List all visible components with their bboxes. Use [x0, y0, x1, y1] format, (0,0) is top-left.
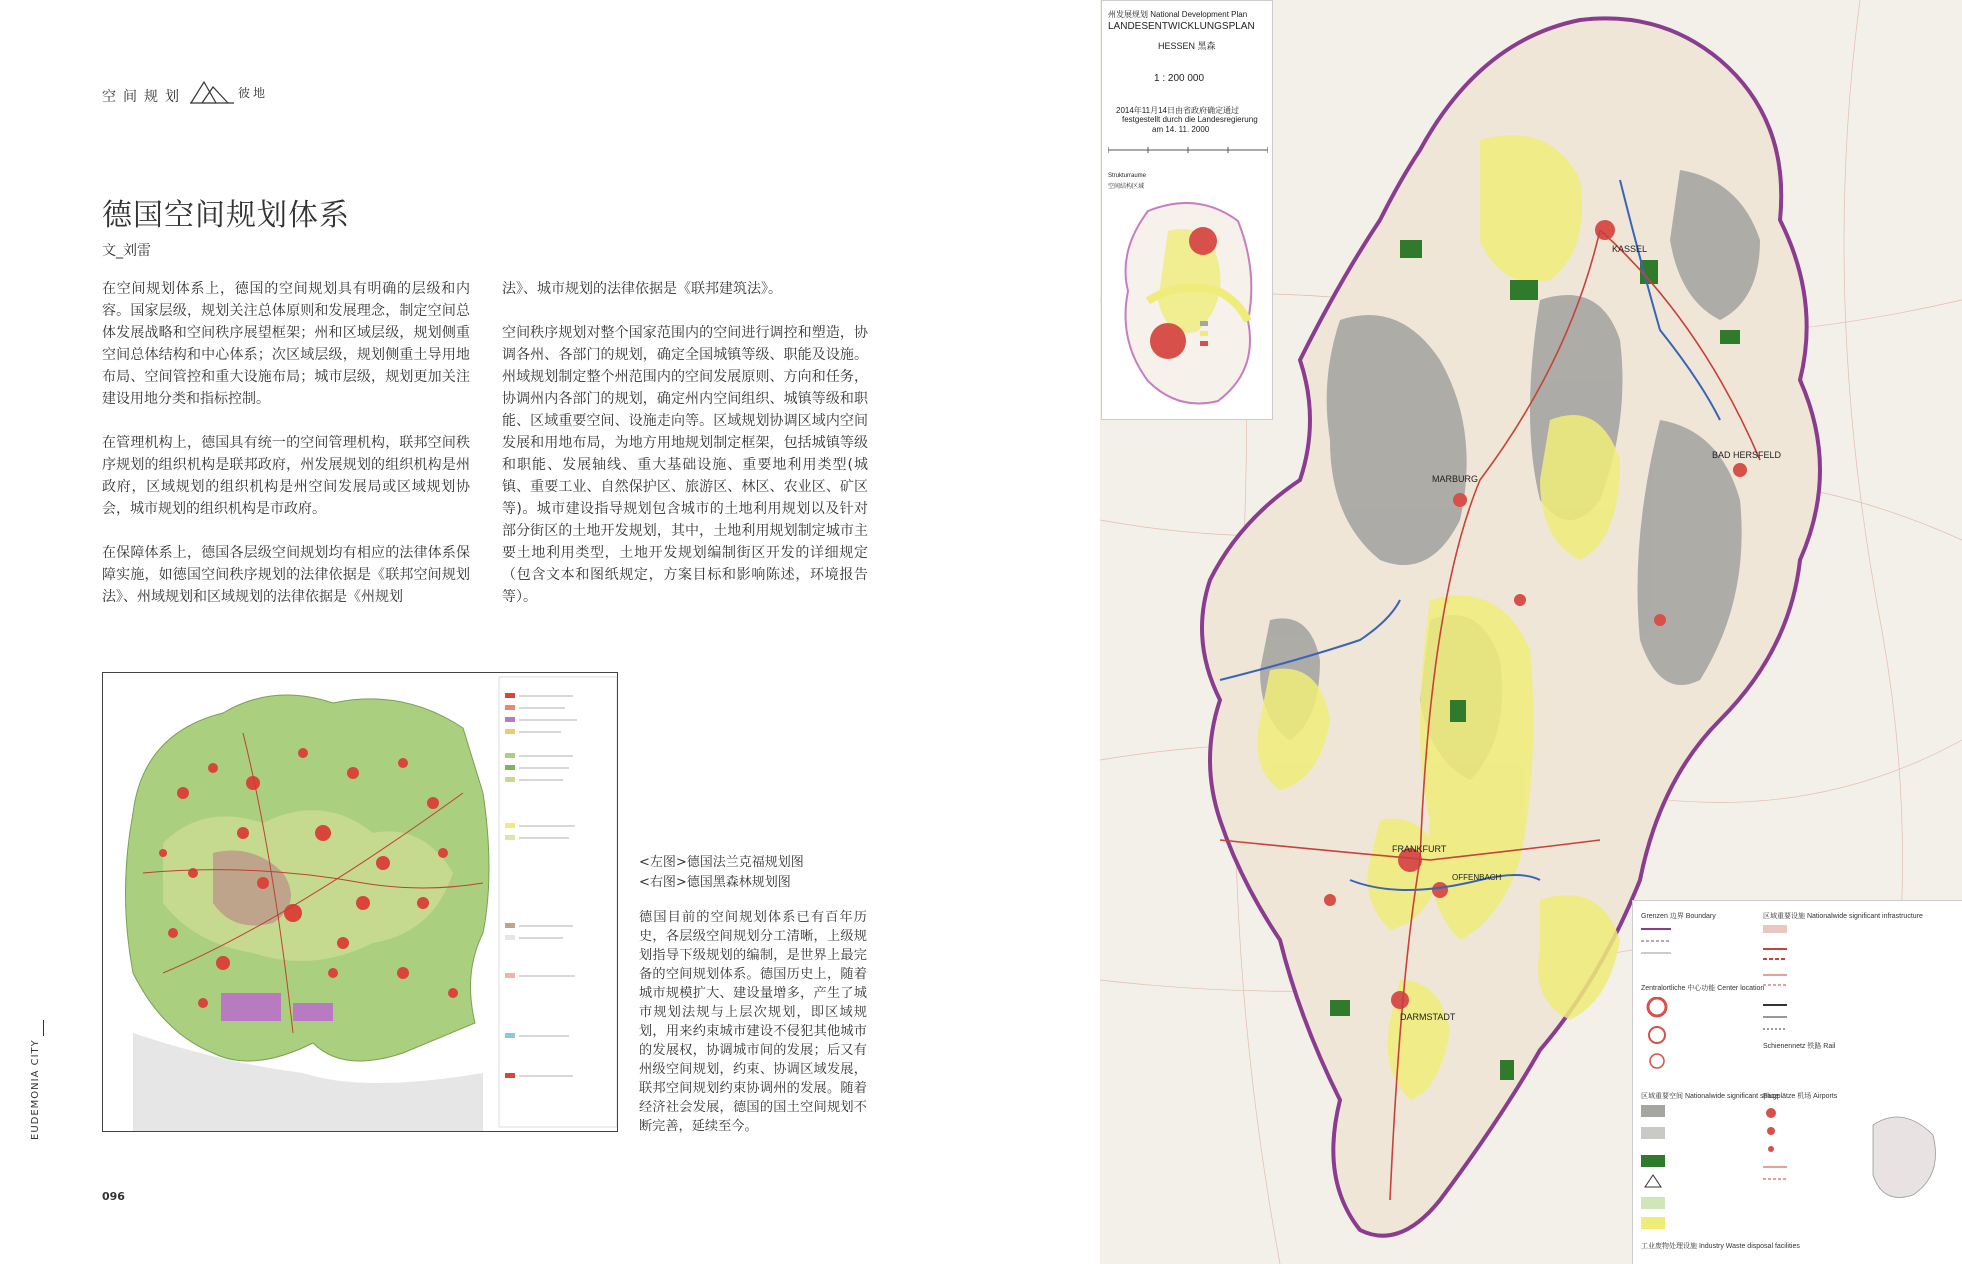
article-title: 德国空间规划体系 [102, 198, 350, 233]
center-legend-icon [1645, 997, 1675, 1077]
caption-line: <左图>德国法兰克福规划图 [639, 855, 804, 870]
paragraph: 在管理机构上，德国具有统一的空间管理机构，联邦空间秩序规划的组织机构是联邦政府，州发展规划的组织机构是州政府，区域规划的组织机构是州空间发展局或区域规划协会，城市规划的组织机构是市政府。 [102, 435, 470, 517]
city-label-bad-hersfeld: BAD HERSFELD [1712, 450, 1782, 460]
map-title-block [1101, 0, 1273, 420]
text-column-1 [102, 278, 470, 630]
legend-heading: Grenzen 边界 Boundary [1641, 913, 1716, 920]
map-note: am 14. 11. 2000 [1152, 125, 1210, 134]
legend-heading: Flugplätze 机场 Airports [1763, 1093, 1838, 1100]
map-title-line: HESSEN 黑森 [1158, 41, 1216, 51]
city-label-offenbach: OFFENBACH [1452, 873, 1502, 882]
paragraph: 在空间规划体系上，德国的空间规划具有明确的层级和内容。国家层级，规划关注总体原则和发展理念，制定空间总体发展战略和空间秩序展望框架；州和区域层级，规划侧重空间总体结构和中心体系；次区域层级，规划侧重土导用地布局、空间管控和重大设施布局；城市层级，规划更加关注建设用地分类和指标控制。 [102, 281, 470, 407]
map-note: festgestellt durch die Landesregierung [1122, 115, 1258, 124]
paragraph: 在保障体系上，德国各层级空间规划均有相应的法律体系保障实施，如德国空间秩序规划的法律依据是《联邦空间规划法》、州域规划和区域规划的法律依据是《州规划 [102, 545, 470, 605]
section-label: 空间规划 [102, 89, 186, 105]
mountain-logo-icon [190, 78, 236, 104]
map-legend [1632, 900, 1962, 1264]
brand-vertical [30, 1039, 46, 1140]
legend-heading: 区域重要设施 Nationalwide significant infrastructure [1763, 913, 1923, 920]
logo-text: 彼地 [238, 86, 269, 100]
map-note: 2014年11月14日由省政府确定通过 [1116, 106, 1239, 115]
page-number: 096 [102, 1190, 125, 1203]
paragraph: 空间秩序规划对整个国家范围内的空间进行调控和塑造，协调各州、各部门的规划，确定全国城镇等级、职能及设施。州域规划制定整个州范围内的空间发展原则、方向和任务，协调州内各部门的规划，确定州内空间组织、城镇等级和职能、区域重要空间、设施走向等。区域规划协调区域内空间发展和用地布局，为地方用地规划制定框架，包括城镇等级和职能、发展轴线、重大基础设施、重要地利用类型(城镇、重要工业、自然保护区、旅游区、林区、农业区、矿区等)。城市建设指导规划包含城市的土地利用规划以及针对部分街区的土地开发规划，其中，土地利用规划制定城市主要土地利用类型，土地开发规划编制街区开发的详细规定（包含文本和图纸规定，方案目标和影响陈述，环境报告等）。 [502, 325, 868, 605]
text-column-3: 德国目前的空间规划体系已有百年历史，各层级空间规划分工清晰，上级规划指导下级规划的编制，是世界上最完备的空间规划体系。德国历史上，随着城市规模扩大、建设量增多，产生了城市规划法规与上层次规划，即区域规划，用来约束城市建设不侵犯其他城市的发展权，协调城市间的发展；后又有州级空间规划，约束、协调区域发展，联邦空间规划约束协调州的发展。随着经济社会发展，德国的国土空间规划不断完善，延续至今。 [639, 910, 867, 1134]
caption-line: <右图>德国黑森林规划图 [639, 875, 791, 890]
inset-label: 空间结构区域 [1108, 184, 1145, 190]
airport-legend-icon [1763, 1105, 1953, 1225]
infrastructure-legend-icon [1763, 925, 1953, 1035]
space-legend-icon [1641, 1105, 1675, 1235]
inset-label: Strukturraume [1108, 173, 1147, 179]
legend-heading: Zentralortliche 中心功能 Center location [1641, 985, 1765, 992]
city-label-kassel: KASSEL [1612, 244, 1648, 254]
legend-heading: 工业废物处理设施 Industry Waste disposal facilities [1641, 1243, 1800, 1250]
paragraph: 法》、城市规划的法律依据是《联邦建筑法》。 [502, 281, 782, 297]
city-label-frankfurt: FRANKFURT [1392, 844, 1447, 854]
figure-caption [639, 853, 804, 893]
map-title-line: 州发展规划 National Development Plan [1108, 10, 1248, 19]
text-column-2 [502, 278, 868, 630]
legend-heading: Schienennetz 铁路 Rail [1763, 1043, 1836, 1050]
frankfurt-planning-map [102, 672, 618, 1132]
boundary-legend-icon [1641, 925, 1751, 965]
divider [43, 1020, 44, 1036]
city-label-darmstadt: DARMSTADT [1400, 1012, 1456, 1022]
city-label-marburg: MARBURG [1432, 474, 1479, 484]
inset-map-icon [1108, 191, 1268, 416]
frankfurt-map-graphic [103, 673, 618, 1132]
brand-text: EUDEMONIA CITY [30, 1039, 41, 1140]
scale-bar-icon [1108, 147, 1268, 153]
article-author: 文_刘雷 [102, 243, 151, 259]
legend-heading: 区域重要空间 Nationalwide significant space [1641, 1093, 1779, 1100]
map-scale: 1 : 200 000 [1154, 73, 1205, 84]
map-title-line: LANDESENTWICKLUNGSPLAN [1108, 21, 1255, 32]
